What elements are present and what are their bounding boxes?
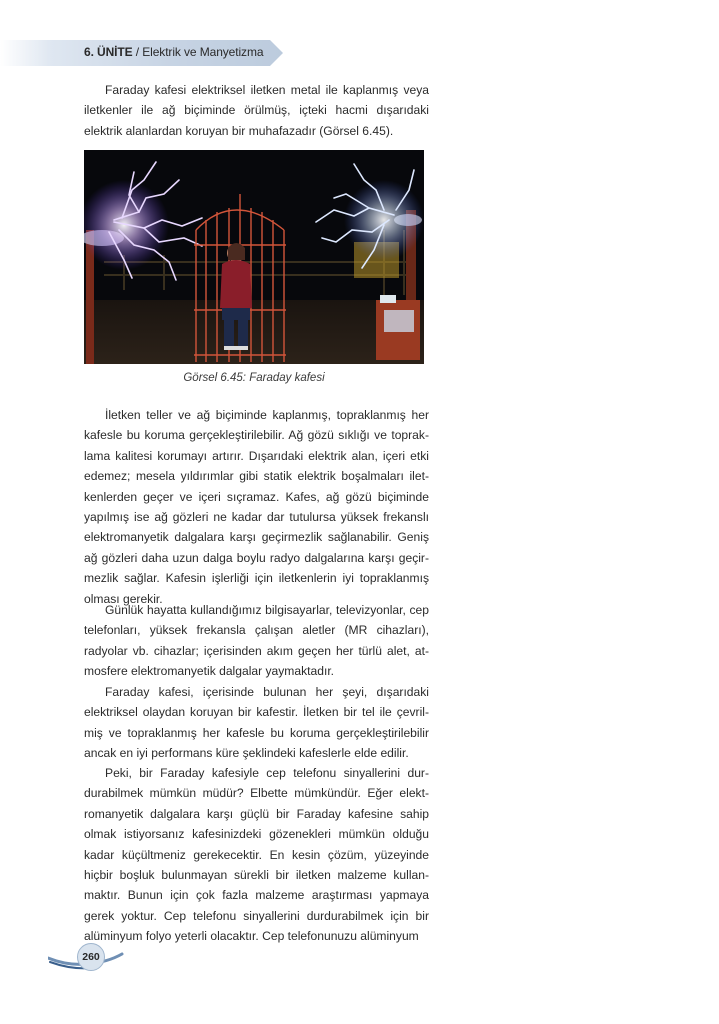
paragraph-2: Günlük hayatta kullandığımız bilgisayarlar, televizyonlar, cep telefonları, yüksek frekansla çalışan aletler (MR cihazları), radyolar vb. cihazlar; içerisinden akım geçen her türlü alet, atmosfere elektromanyetik dalgalar yaymaktadır. (84, 603, 429, 679)
paragraph-3: Faraday kafesi, içerisinde bulunan her şeyi, dışarıdaki elektriksel olaydan koruyan bir kafestir. İletken bir tel ile çevrilmiş ve topraklanmış her kafesle bu koruma gerçekleştirilebilir ancak en iyi performans küre şeklindeki kafeslerle elde edilir. (84, 685, 429, 761)
intro-paragraph: Faraday kafesi elektriksel iletken metal ile kaplanmış veya iletkenler ile ağ biçiminde örülmüş, içteki hacmi dışarıdaki elektrik alanlardan koruyan bir muhafazadır (Görsel 6.45). (84, 83, 429, 138)
page-number: 260 (77, 943, 105, 971)
page-footer (48, 940, 128, 970)
faraday-cage-photo (84, 150, 424, 364)
unit-title: / Elektrik ve Manyetizma (135, 45, 264, 59)
unit-header (84, 45, 263, 59)
paragraph-1: İletken teller ve ağ biçiminde kaplanmış, topraklanmış her kafesle bu koruma gerçekleştirilebilir. Ağ gözü sıklığı ve topraklama kalitesi korumayı artırır. Dışarıdaki elektrik alan, içeri etki edemez; mesela yıldırımlar gibi statik elektrik boşalmaları iletkenlerden geçer ve içeri sıçramaz. Kafes, ağ gözü biçiminde yapılmış ise ağ gözleri ne kadar dar tutulursa yüksek frekanslı elektromanyetik dalgalara karşı geçirmezlik sağlanabilir. Geniş ağ gözleri daha uzun dalga boylu radyo dalgalarına karşı geçirmezlik sağlar. Kafesin işlerliği için iletkenlerin iyi topraklanmış olması gerekir. (84, 408, 429, 606)
figure-caption: Görsel 6.45: Faraday kafesi (183, 372, 325, 384)
unit-label: 6. ÜNİTE (84, 45, 133, 59)
paragraph-4: Peki, bir Faraday kafesiyle cep telefonu sinyallerini durdurabilmek mümkün müdür? Elbette mümkündür. Eğer elektromanyetik dalgalara karşı güçlü bir Faraday kafesine sahip olmak istiyorsanız kafesinizdeki gözenekleri mümkün olduğu kadar küçültmeniz gerekecektir. En kesin çözüm, yüzeyinde hiçbir boşluk bulunmayan sürekli bir iletken malzeme kullanmaktır. Bunun için çok fazla malzeme araştırması yapmaya gerek yoktur. Cep telefonu sinyallerini durdurabilmek için bir alüminyum folyo yeterli olacaktır. Cep telefonunuzu alüminyum (84, 766, 429, 944)
